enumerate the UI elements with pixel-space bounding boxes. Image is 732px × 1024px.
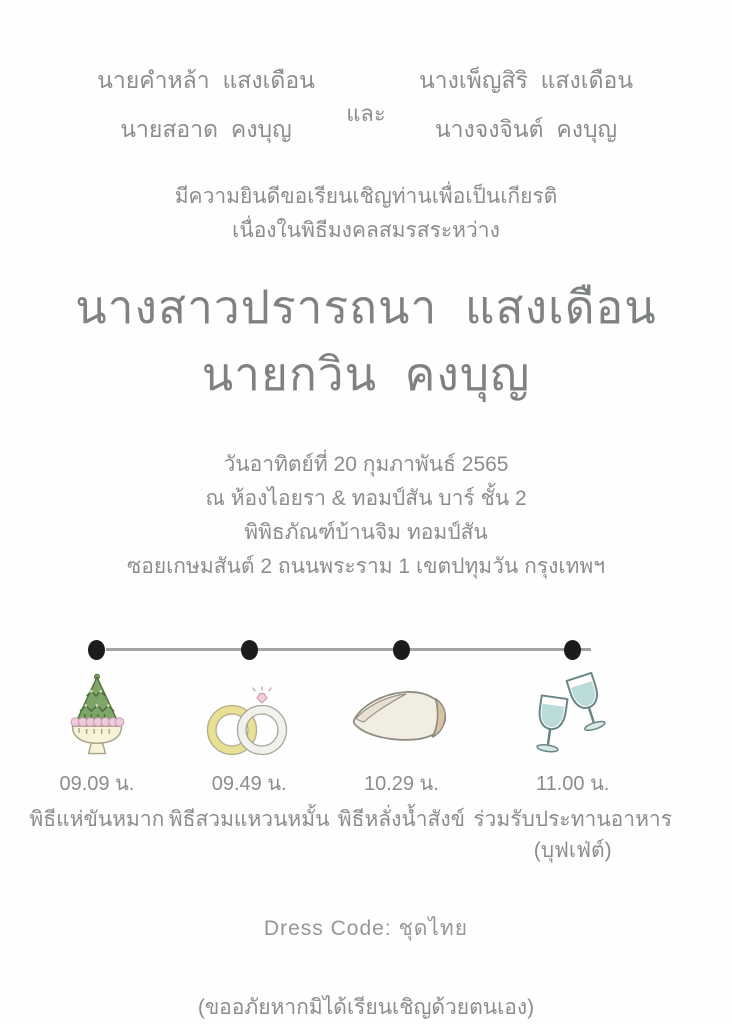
- parents-left-column: [78, 56, 334, 154]
- toasting-glasses-icon: [473, 664, 672, 758]
- timeline-dot: [393, 640, 410, 660]
- schedule-time: 10.29 น.: [363, 773, 439, 795]
- schedule-item-khan-mak: [25, 640, 169, 866]
- schedule-item-conch: [329, 640, 473, 866]
- invitation-line-1: มีความยินดีขอเรียนเชิญท่านเพื่อเป็นเกียรติ: [174, 185, 558, 208]
- dress-code: Dress Code: ชุดไทย: [263, 917, 469, 940]
- schedule-label: พิธีสวมแหวนหมั้น: [168, 808, 330, 831]
- schedule-time: 11.00 น.: [535, 773, 610, 795]
- schedule-item-rings: [169, 640, 330, 866]
- schedule-item-reception: [473, 640, 672, 866]
- venue-name: พิพิธภัณฑ์บ้านจิม ทอมป์สัน: [244, 521, 488, 544]
- venue-room: ณ ห้องไอยรา & ทอมป์สัน บาร์ ชั้น 2: [205, 487, 527, 510]
- venue-address: ซอยเกษมสันต์ 2 ถนนพระราม 1 เขตปทุมวัน กรุงเทพฯ: [126, 555, 606, 578]
- parents-section: [0, 56, 732, 154]
- groom-name: นายกวิน คงบุญ: [201, 348, 531, 400]
- invitation-wording: [0, 180, 732, 248]
- schedule-label: พิธีหลั่งน้ำสังข์: [337, 808, 465, 831]
- timeline-dot: [564, 640, 581, 660]
- parent-name: นางเพ็ญสิริ แสงเดือน: [418, 67, 634, 93]
- schedule-label: ร่วมรับประทานอาหาร: [473, 808, 673, 831]
- apology-note: (ขออภัยหากมิได้เรียนเชิญด้วยตนเอง): [197, 996, 535, 1019]
- parent-name: นายสอาด คงบุญ: [120, 116, 292, 142]
- couple-names: [0, 274, 732, 408]
- event-date: วันอาทิตย์ที่ 20 กุมภาพันธ์ 2565: [223, 453, 509, 476]
- schedule-label: พิธีแห่ขันหมาก: [29, 808, 165, 831]
- ceremony-timeline: [25, 640, 672, 866]
- schedule-time: 09.09 น.: [59, 773, 135, 795]
- buffet-note: (บุฟเฟ่ต์): [533, 839, 612, 862]
- schedule-time: 09.49 น.: [211, 773, 287, 795]
- parent-name: นางจงจินต์ คงบุญ: [434, 116, 618, 142]
- engagement-rings-icon: [169, 664, 330, 758]
- invitation-line-2: เนื่องในพิธีมงคลสมรสระหว่าง: [232, 219, 500, 242]
- khan-mak-tray-icon: [25, 664, 169, 758]
- conch-shell-icon: [329, 664, 473, 758]
- timeline-dot: [88, 640, 105, 660]
- parents-right-column: [398, 56, 654, 154]
- and-connector-text: และ: [346, 100, 386, 126]
- bride-name: นางสาวปรารถนา แสงเดือน: [75, 281, 657, 333]
- event-details: [0, 448, 732, 584]
- parent-name: นายคำหล้า แสงเดือน: [97, 67, 315, 93]
- timeline-dot: [241, 640, 258, 660]
